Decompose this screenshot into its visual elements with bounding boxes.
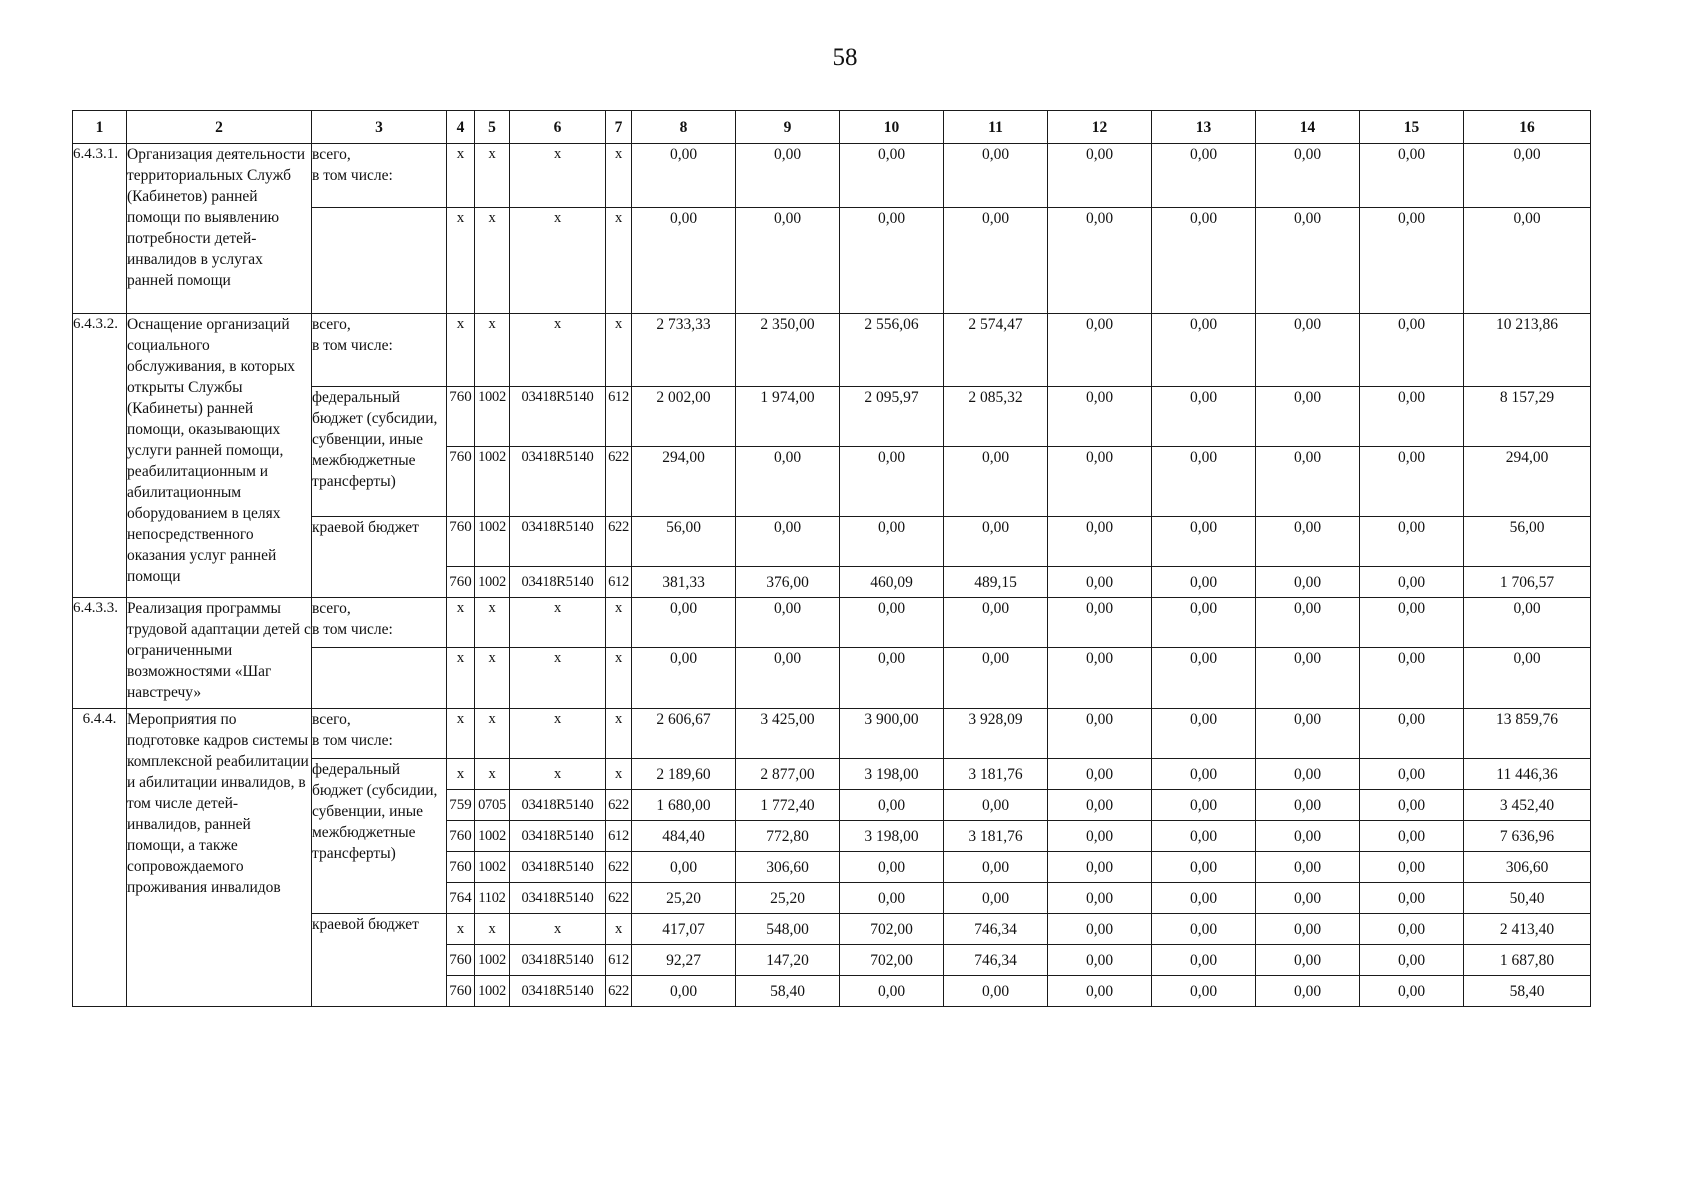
amount-cell: 0,00: [1152, 208, 1256, 314]
amount-cell: 3 928,09: [944, 709, 1048, 759]
amount-cell: 58,40: [1464, 976, 1591, 1007]
budget-code-section: 1002: [475, 567, 510, 598]
amount-cell: 0,00: [1256, 976, 1360, 1007]
funding-source: [312, 648, 447, 709]
amount-cell: 3 198,00: [840, 821, 944, 852]
budget-code-admin: x: [447, 208, 475, 314]
amount-cell: 56,00: [1464, 517, 1591, 567]
amount-cell: 0,00: [1048, 790, 1152, 821]
amount-cell: 0,00: [1152, 648, 1256, 709]
budget-code-type: x: [606, 709, 632, 759]
budget-code-target: 03418R5140: [510, 790, 606, 821]
budget-code-target: x: [510, 144, 606, 208]
amount-cell: 13 859,76: [1464, 709, 1591, 759]
funding-source: краевой бюджет: [312, 914, 447, 1007]
amount-cell: 0,00: [1360, 567, 1464, 598]
amount-cell: 2 189,60: [632, 759, 736, 790]
col-header: 2: [127, 111, 312, 144]
budget-code-type: x: [606, 208, 632, 314]
table-body: [73, 144, 1591, 1007]
amount-cell: 0,00: [1464, 648, 1591, 709]
budget-code-type: 612: [606, 821, 632, 852]
item-name: Оснащение организаций социального обслуживания, в которых открыты Службы (Кабинеты) ранней помощи, оказывающих услуги ранней помощи, реабилитационным и абилитационным оборудованием в целях непосредственного оказания услуг ранней помощи: [127, 314, 312, 598]
budget-code-admin: 760: [447, 447, 475, 517]
amount-cell: 0,00: [1152, 914, 1256, 945]
funding-source: [312, 208, 447, 314]
budget-code-target: 03418R5140: [510, 976, 606, 1007]
amount-cell: 0,00: [1360, 208, 1464, 314]
budget-code-target: 03418R5140: [510, 447, 606, 517]
budget-code-section: x: [475, 709, 510, 759]
amount-cell: 3 452,40: [1464, 790, 1591, 821]
amount-cell: 0,00: [1048, 759, 1152, 790]
amount-cell: 3 425,00: [736, 709, 840, 759]
amount-cell: 0,00: [1256, 852, 1360, 883]
header-row: [73, 111, 1591, 144]
amount-cell: 2 733,33: [632, 314, 736, 387]
amount-cell: 0,00: [1048, 567, 1152, 598]
amount-cell: 0,00: [944, 598, 1048, 648]
amount-cell: 0,00: [944, 208, 1048, 314]
amount-cell: 0,00: [632, 144, 736, 208]
budget-code-type: x: [606, 314, 632, 387]
amount-cell: 2 877,00: [736, 759, 840, 790]
amount-cell: 1 706,57: [1464, 567, 1591, 598]
budget-code-target: 03418R5140: [510, 852, 606, 883]
budget-code-section: x: [475, 314, 510, 387]
amount-cell: 702,00: [840, 914, 944, 945]
amount-cell: 0,00: [840, 852, 944, 883]
amount-cell: 0,00: [1256, 914, 1360, 945]
amount-cell: 0,00: [632, 852, 736, 883]
amount-cell: 381,33: [632, 567, 736, 598]
amount-cell: 1 680,00: [632, 790, 736, 821]
budget-code-target: x: [510, 648, 606, 709]
amount-cell: 772,80: [736, 821, 840, 852]
amount-cell: 0,00: [1360, 387, 1464, 447]
budget-code-type: x: [606, 914, 632, 945]
amount-cell: 0,00: [1048, 314, 1152, 387]
amount-cell: 2 556,06: [840, 314, 944, 387]
amount-cell: 0,00: [1464, 598, 1591, 648]
budget-code-target: x: [510, 598, 606, 648]
amount-cell: 0,00: [1360, 648, 1464, 709]
amount-cell: 0,00: [1360, 759, 1464, 790]
item-code: 6.4.3.3.: [73, 598, 127, 709]
budget-code-admin: x: [447, 914, 475, 945]
amount-cell: 0,00: [1360, 914, 1464, 945]
amount-cell: 294,00: [1464, 447, 1591, 517]
amount-cell: 0,00: [1048, 387, 1152, 447]
budget-code-admin: x: [447, 709, 475, 759]
amount-cell: 7 636,96: [1464, 821, 1591, 852]
budget-code-admin: x: [447, 598, 475, 648]
budget-code-type: x: [606, 648, 632, 709]
amount-cell: 25,20: [632, 883, 736, 914]
col-header: 15: [1360, 111, 1464, 144]
budget-code-target: 03418R5140: [510, 387, 606, 447]
budget-code-section: x: [475, 648, 510, 709]
amount-cell: 0,00: [1048, 821, 1152, 852]
amount-cell: 0,00: [632, 598, 736, 648]
col-header: 10: [840, 111, 944, 144]
budget-code-target: 03418R5140: [510, 517, 606, 567]
amount-cell: 306,60: [736, 852, 840, 883]
amount-cell: 0,00: [1048, 144, 1152, 208]
budget-code-type: 622: [606, 790, 632, 821]
amount-cell: 0,00: [736, 517, 840, 567]
amount-cell: 702,00: [840, 945, 944, 976]
amount-cell: 0,00: [1048, 852, 1152, 883]
amount-cell: 0,00: [1152, 790, 1256, 821]
funding-source: всего, в том числе:: [312, 314, 447, 387]
amount-cell: 0,00: [632, 648, 736, 709]
amount-cell: 50,40: [1464, 883, 1591, 914]
amount-cell: 1 687,80: [1464, 945, 1591, 976]
item-code: 6.4.3.2.: [73, 314, 127, 598]
amount-cell: 0,00: [944, 517, 1048, 567]
amount-cell: 0,00: [632, 976, 736, 1007]
amount-cell: 0,00: [1152, 759, 1256, 790]
budget-code-type: 622: [606, 517, 632, 567]
amount-cell: 0,00: [1360, 447, 1464, 517]
amount-cell: 0,00: [840, 144, 944, 208]
amount-cell: 746,34: [944, 914, 1048, 945]
amount-cell: 306,60: [1464, 852, 1591, 883]
amount-cell: 2 095,97: [840, 387, 944, 447]
funding-source: федеральный бюджет (субсидии, субвенции, иные межбюджетные трансферты): [312, 387, 447, 517]
amount-cell: 11 446,36: [1464, 759, 1591, 790]
amount-cell: 0,00: [944, 790, 1048, 821]
amount-cell: 0,00: [1048, 883, 1152, 914]
budget-code-admin: 760: [447, 976, 475, 1007]
budget-code-admin: 760: [447, 387, 475, 447]
amount-cell: 0,00: [1360, 821, 1464, 852]
budget-code-type: 622: [606, 447, 632, 517]
amount-cell: 0,00: [1256, 821, 1360, 852]
budget-code-admin: 760: [447, 567, 475, 598]
table-row: [73, 709, 1591, 759]
amount-cell: 0,00: [1256, 314, 1360, 387]
amount-cell: 0,00: [1152, 976, 1256, 1007]
amount-cell: 2 413,40: [1464, 914, 1591, 945]
amount-cell: 0,00: [1256, 759, 1360, 790]
amount-cell: 0,00: [944, 976, 1048, 1007]
budget-code-admin: 760: [447, 945, 475, 976]
amount-cell: 0,00: [736, 208, 840, 314]
amount-cell: 0,00: [840, 517, 944, 567]
amount-cell: 0,00: [840, 976, 944, 1007]
budget-table: [72, 110, 1591, 1007]
amount-cell: 0,00: [1360, 790, 1464, 821]
item-name: Организация деятельности территориальных Служб (Кабинетов) ранней помощи по выявлению потребности детей-инвалидов в услугах ранней помощи: [127, 144, 312, 314]
amount-cell: 489,15: [944, 567, 1048, 598]
amount-cell: 0,00: [840, 447, 944, 517]
amount-cell: 2 606,67: [632, 709, 736, 759]
item-name: Мероприятия по подготовке кадров системы комплексной реабилитации и абилитации инвалидов, в том числе детей-инвалидов, ранней помощи, а также сопровождаемого проживания инвалидов: [127, 709, 312, 1007]
budget-code-section: x: [475, 144, 510, 208]
amount-cell: 0,00: [1048, 914, 1152, 945]
amount-cell: 10 213,86: [1464, 314, 1591, 387]
amount-cell: 0,00: [1256, 144, 1360, 208]
amount-cell: 0,00: [1360, 314, 1464, 387]
amount-cell: 0,00: [1464, 208, 1591, 314]
amount-cell: 0,00: [1360, 517, 1464, 567]
amount-cell: 0,00: [1048, 976, 1152, 1007]
amount-cell: 0,00: [1360, 883, 1464, 914]
budget-code-type: 612: [606, 387, 632, 447]
budget-code-admin: x: [447, 759, 475, 790]
amount-cell: 0,00: [1256, 945, 1360, 976]
amount-cell: 0,00: [632, 208, 736, 314]
amount-cell: 548,00: [736, 914, 840, 945]
col-header: 3: [312, 111, 447, 144]
amount-cell: 2 574,47: [944, 314, 1048, 387]
amount-cell: 0,00: [1256, 648, 1360, 709]
amount-cell: 0,00: [1256, 883, 1360, 914]
amount-cell: 0,00: [944, 144, 1048, 208]
amount-cell: 460,09: [840, 567, 944, 598]
budget-code-target: 03418R5140: [510, 821, 606, 852]
budget-code-admin: 760: [447, 852, 475, 883]
budget-code-type: 612: [606, 567, 632, 598]
budget-code-type: 622: [606, 883, 632, 914]
col-header: 14: [1256, 111, 1360, 144]
amount-cell: 376,00: [736, 567, 840, 598]
budget-code-section: 1002: [475, 517, 510, 567]
budget-code-admin: 760: [447, 821, 475, 852]
budget-code-type: x: [606, 759, 632, 790]
budget-code-section: x: [475, 914, 510, 945]
amount-cell: 2 002,00: [632, 387, 736, 447]
budget-code-section: 1002: [475, 387, 510, 447]
item-code: 6.4.3.1.: [73, 144, 127, 314]
funding-source: федеральный бюджет (субсидии, субвенции, иные межбюджетные трансферты): [312, 759, 447, 914]
budget-code-admin: x: [447, 314, 475, 387]
amount-cell: 0,00: [1152, 387, 1256, 447]
amount-cell: 294,00: [632, 447, 736, 517]
amount-cell: 1 974,00: [736, 387, 840, 447]
amount-cell: 0,00: [1152, 144, 1256, 208]
amount-cell: 0,00: [1256, 567, 1360, 598]
budget-code-section: x: [475, 759, 510, 790]
budget-code-section: 1002: [475, 976, 510, 1007]
budget-code-section: 1002: [475, 852, 510, 883]
amount-cell: 92,27: [632, 945, 736, 976]
amount-cell: 0,00: [1152, 852, 1256, 883]
amount-cell: 0,00: [1360, 852, 1464, 883]
amount-cell: 0,00: [1048, 648, 1152, 709]
col-header: 9: [736, 111, 840, 144]
col-header: 6: [510, 111, 606, 144]
budget-code-target: 03418R5140: [510, 883, 606, 914]
budget-code-target: x: [510, 914, 606, 945]
table-row: [73, 598, 1591, 648]
item-name: Реализация программы трудовой адаптации детей с ограниченными возможностями «Шаг навстречу»: [127, 598, 312, 709]
funding-source: всего, в том числе:: [312, 598, 447, 648]
amount-cell: 0,00: [840, 598, 944, 648]
table-row: [73, 144, 1591, 208]
amount-cell: 0,00: [1048, 709, 1152, 759]
amount-cell: 0,00: [840, 883, 944, 914]
amount-cell: 0,00: [944, 852, 1048, 883]
col-header: 5: [475, 111, 510, 144]
amount-cell: 0,00: [1152, 945, 1256, 976]
item-code: 6.4.4.: [73, 709, 127, 1007]
amount-cell: 0,00: [1256, 447, 1360, 517]
amount-cell: 0,00: [736, 648, 840, 709]
amount-cell: 484,40: [632, 821, 736, 852]
amount-cell: 0,00: [1256, 790, 1360, 821]
budget-code-type: 612: [606, 945, 632, 976]
amount-cell: 0,00: [1152, 447, 1256, 517]
amount-cell: 0,00: [1152, 598, 1256, 648]
budget-code-section: x: [475, 598, 510, 648]
amount-cell: 0,00: [944, 447, 1048, 517]
amount-cell: 0,00: [944, 883, 1048, 914]
amount-cell: 0,00: [1256, 208, 1360, 314]
funding-source: всего, в том числе:: [312, 144, 447, 208]
amount-cell: 3 900,00: [840, 709, 944, 759]
col-header: 13: [1152, 111, 1256, 144]
budget-code-target: x: [510, 208, 606, 314]
amount-cell: 0,00: [1360, 945, 1464, 976]
amount-cell: 147,20: [736, 945, 840, 976]
amount-cell: 56,00: [632, 517, 736, 567]
amount-cell: 0,00: [840, 208, 944, 314]
amount-cell: 58,40: [736, 976, 840, 1007]
page-number: 58: [832, 44, 858, 71]
funding-source: всего, в том числе:: [312, 709, 447, 759]
amount-cell: 0,00: [1256, 517, 1360, 567]
budget-code-section: x: [475, 208, 510, 314]
budget-code-section: 1002: [475, 821, 510, 852]
amount-cell: 746,34: [944, 945, 1048, 976]
amount-cell: 0,00: [1152, 883, 1256, 914]
budget-code-type: 622: [606, 852, 632, 883]
amount-cell: 0,00: [1360, 598, 1464, 648]
budget-code-section: 1002: [475, 945, 510, 976]
amount-cell: 8 157,29: [1464, 387, 1591, 447]
budget-code-section: 0705: [475, 790, 510, 821]
amount-cell: 0,00: [1256, 387, 1360, 447]
amount-cell: 0,00: [1464, 144, 1591, 208]
amount-cell: 0,00: [1048, 598, 1152, 648]
amount-cell: 0,00: [1048, 945, 1152, 976]
funding-source: краевой бюджет: [312, 517, 447, 598]
amount-cell: 0,00: [1048, 208, 1152, 314]
amount-cell: 0,00: [1360, 144, 1464, 208]
amount-cell: 25,20: [736, 883, 840, 914]
amount-cell: 2 085,32: [944, 387, 1048, 447]
amount-cell: 0,00: [1048, 517, 1152, 567]
amount-cell: 3 181,76: [944, 759, 1048, 790]
amount-cell: 0,00: [736, 144, 840, 208]
amount-cell: 0,00: [1152, 314, 1256, 387]
amount-cell: 0,00: [1152, 567, 1256, 598]
col-header: 8: [632, 111, 736, 144]
budget-code-type: x: [606, 598, 632, 648]
budget-code-admin: x: [447, 648, 475, 709]
budget-code-type: x: [606, 144, 632, 208]
amount-cell: 0,00: [1152, 709, 1256, 759]
budget-code-section: 1002: [475, 447, 510, 517]
col-header: 16: [1464, 111, 1591, 144]
amount-cell: 0,00: [944, 648, 1048, 709]
budget-code-type: 622: [606, 976, 632, 1007]
amount-cell: 0,00: [1360, 709, 1464, 759]
budget-code-admin: 764: [447, 883, 475, 914]
budget-code-admin: 760: [447, 517, 475, 567]
budget-code-admin: x: [447, 144, 475, 208]
amount-cell: 2 350,00: [736, 314, 840, 387]
amount-cell: 0,00: [1152, 821, 1256, 852]
amount-cell: 1 772,40: [736, 790, 840, 821]
budget-code-target: x: [510, 709, 606, 759]
amount-cell: 3 181,76: [944, 821, 1048, 852]
budget-code-target: x: [510, 314, 606, 387]
amount-cell: 0,00: [1152, 517, 1256, 567]
amount-cell: 0,00: [736, 598, 840, 648]
budget-code-admin: 759: [447, 790, 475, 821]
col-header: 1: [73, 111, 127, 144]
amount-cell: 0,00: [736, 447, 840, 517]
budget-code-target: 03418R5140: [510, 567, 606, 598]
col-header: 7: [606, 111, 632, 144]
amount-cell: 3 198,00: [840, 759, 944, 790]
table-row: [73, 314, 1591, 387]
amount-cell: 0,00: [840, 790, 944, 821]
col-header: 12: [1048, 111, 1152, 144]
budget-code-target: 03418R5140: [510, 945, 606, 976]
amount-cell: 0,00: [1360, 976, 1464, 1007]
budget-code-target: x: [510, 759, 606, 790]
col-header: 11: [944, 111, 1048, 144]
budget-code-section: 1102: [475, 883, 510, 914]
amount-cell: 0,00: [1048, 447, 1152, 517]
amount-cell: 417,07: [632, 914, 736, 945]
amount-cell: 0,00: [1256, 598, 1360, 648]
amount-cell: 0,00: [840, 648, 944, 709]
col-header: 4: [447, 111, 475, 144]
amount-cell: 0,00: [1256, 709, 1360, 759]
